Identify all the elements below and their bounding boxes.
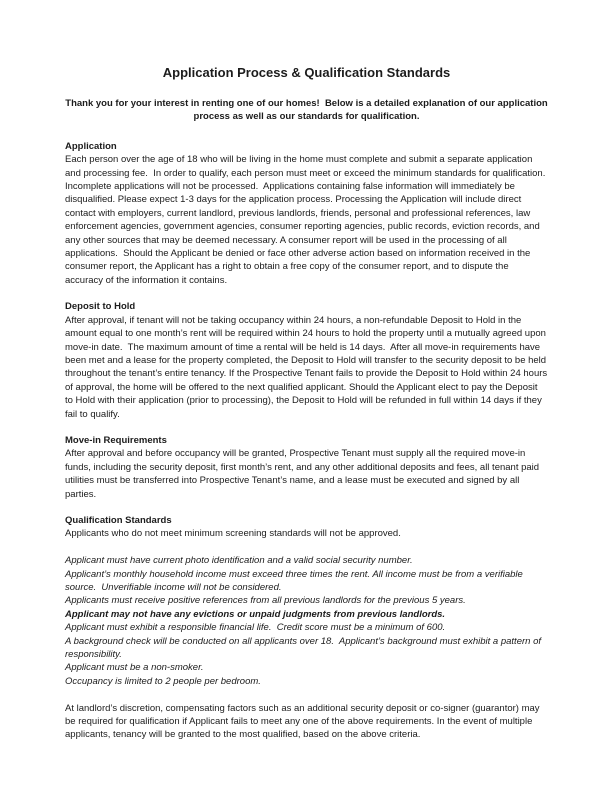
closing-paragraph: At landlord’s discretion, compensating factors such as an additional security deposit or co-signer (guarantor) may be required for qualification if Applicant fails to meet any one of the above requirements. In the event of multiple applicants, tenancy will be granted to the most qualified, based on the above criteria. [65, 702, 543, 741]
section-deposit-to-hold-body: After approval, if tenant will not be taking occupancy within 24 hours, a non-refundable Deposit to Hold in the amount equal to one month’s rent will be required within 24 hours to hold the property until a mutually agreed upon move-in date. The maximum amount of time a rental will be held is 14 days. After all move-in requirements have been met and a lease for the property completed, the Deposit to Hold will transfer to the security deposit to be held throughout the tenant’s entire tenancy. If the Prospective Tenant fails to provide the Deposit to Hold within 24 hours of approval, the home will be offered to the next qualified applicant. Should the Applicant elect to pay the Deposit to Hold with their application (prior to processing), the Deposit to Hold will be refunded in full within 14 days if they fail to qualify. [65, 314, 550, 420]
qualification-criteria-list [65, 554, 548, 688]
criteria-item-credit-score: Applicant must exhibit a responsible financial life. Credit score must be a minimum of 600. [65, 622, 446, 634]
document-title: Application Process & Qualification Standards [162, 65, 451, 80]
section-application-body: Each person over the age of 18 who will be living in the home must complete and submit a separate application and processing fee. In order to qualify, each person must meet or exceed the minimum standards for qualification. Incomplete applications will not be processed. Applications containing false information will immediately be disqualified. Please expect 1-3 days for the application process. Processing the Application will include direct contact with employers, current landlord, previous landlords, friends, personal and professional references, law enforcement agencies, government agencies, consumer reporting agencies, public records, eviction records, and any other sources that may be deemed necessary. A consumer report will be used in the processing of all applications. Should the Applicant be denied or face other adverse action based on information received in the consumer report, the Applicant has a right to obtain a free copy of the consumer report, and to dispute the accuracy of the information it contains. [65, 154, 551, 286]
section-deposit-to-hold-heading: Deposit to Hold [65, 301, 136, 313]
section-qualification-standards-heading: Qualification Standards [65, 514, 172, 526]
criteria-item-photo-id: Applicant must have current photo identification and a valid social security number. [65, 555, 413, 567]
section-qualification-standards-body: Applicants who do not meet minimum screening standards will not be approved. [65, 528, 401, 540]
criteria-item-occupancy: Occupancy is limited to 2 people per bedroom. [65, 675, 261, 687]
section-deposit-to-hold [65, 300, 548, 421]
section-qualification-standards [65, 514, 548, 541]
section-application [65, 140, 551, 287]
section-move-in-requirements [65, 434, 548, 501]
intro-text: Thank you for your interest in renting one of our homes! Below is a detailed explanation of our application process as well as our standards for qualification. [65, 98, 551, 123]
section-application-heading: Application [65, 140, 117, 152]
criteria-item-income: Applicant’s monthly household income must exceed three times the rent. All income must be from a verifiable source. Unverifiable income will not be considered. [65, 568, 526, 593]
criteria-item-background-check: A background check will be conducted on all applicants over 18. Applicant’s background must exhibit a pattern of responsibility. [65, 635, 544, 661]
section-move-in-requirements-heading: Move-in Requirements [65, 434, 167, 446]
criteria-item-evictions: Applicant may not have any evictions or unpaid judgments from previous landlords. [65, 608, 446, 620]
section-move-in-requirements-body: After approval and before occupancy will be granted, Prospective Tenant must supply all the required move-in funds, including the security deposit, first month’s rent, and any other additional deposits and fees, all tenant paid utilities must be transferred into Prospective Tenant’s name, and a lease must be executed and signed by all parties. [65, 448, 542, 500]
criteria-item-references: Applicants must receive positive references from all previous landlords for the previous 5 years. [65, 595, 466, 607]
criteria-item-non-smoker: Applicant must be a non-smoker. [65, 662, 204, 674]
